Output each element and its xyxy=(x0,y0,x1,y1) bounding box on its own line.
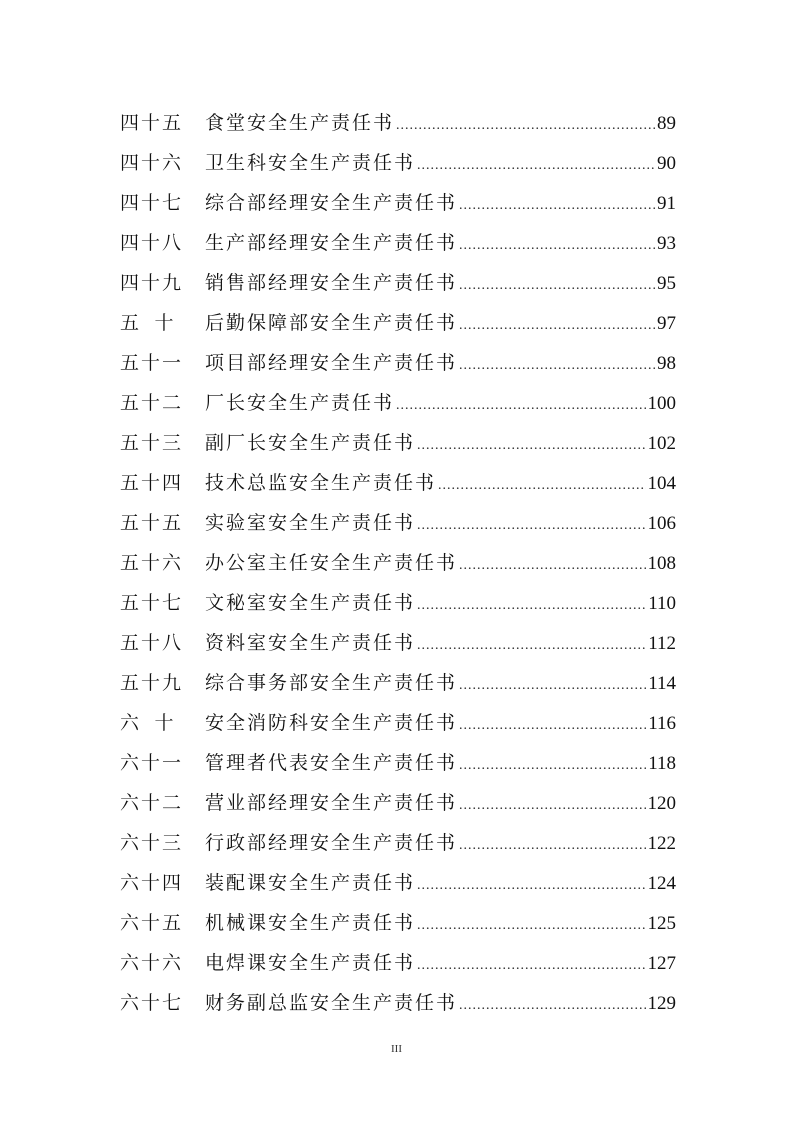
toc-entry[interactable] xyxy=(120,504,676,544)
toc-entry[interactable] xyxy=(120,224,676,264)
table-of-contents xyxy=(120,104,676,1024)
dot-leader xyxy=(417,866,645,906)
toc-entry[interactable] xyxy=(120,104,676,144)
entry-number: 六十六 xyxy=(120,953,184,974)
entry-number: 六十七 xyxy=(120,993,184,1014)
entry-number: 五十六 xyxy=(120,553,184,574)
entry-page: 122 xyxy=(647,833,676,854)
entry-number: 五十三 xyxy=(120,433,184,454)
entry-page: 129 xyxy=(647,993,676,1014)
dot-leader xyxy=(459,706,646,746)
entry-title: 生产部经理安全生产责任书 xyxy=(205,233,458,254)
entry-title: 行政部经理安全生产责任书 xyxy=(205,833,458,854)
toc-entry[interactable] xyxy=(120,984,676,1024)
dot-leader xyxy=(396,386,645,426)
dot-leader xyxy=(459,186,655,226)
entry-title: 项目部经理安全生产责任书 xyxy=(205,353,458,374)
dot-leader xyxy=(459,746,646,786)
dot-leader xyxy=(417,906,645,946)
entry-number: 六十一 xyxy=(120,753,184,774)
toc-entry[interactable] xyxy=(120,184,676,224)
entry-number: 四十七 xyxy=(120,193,184,214)
entry-page: 102 xyxy=(647,433,676,454)
entry-title: 厂长安全生产责任书 xyxy=(205,393,395,414)
toc-entry[interactable] xyxy=(120,424,676,464)
entry-number: 五十四 xyxy=(120,473,184,494)
entry-page: 116 xyxy=(648,713,676,734)
toc-entry[interactable] xyxy=(120,704,676,744)
entry-title: 安全消防科安全生产责任书 xyxy=(205,713,458,734)
dot-leader xyxy=(459,986,645,1026)
entry-page: 125 xyxy=(647,913,676,934)
entry-page: 104 xyxy=(647,473,676,494)
dot-leader xyxy=(459,306,655,346)
entry-page: 89 xyxy=(657,113,676,134)
entry-page: 106 xyxy=(647,513,676,534)
toc-entry[interactable] xyxy=(120,144,676,184)
entry-title: 综合事务部安全生产责任书 xyxy=(205,673,458,694)
dot-leader xyxy=(417,946,645,986)
entry-title: 综合部经理安全生产责任书 xyxy=(205,193,458,214)
entry-page: 108 xyxy=(647,553,676,574)
dot-leader xyxy=(417,146,655,186)
entry-title: 电焊课安全生产责任书 xyxy=(205,953,416,974)
dot-leader xyxy=(417,426,645,466)
entry-title: 文秘室安全生产责任书 xyxy=(205,593,416,614)
entry-number: 五十七 xyxy=(120,593,184,614)
entry-title: 实验室安全生产责任书 xyxy=(205,513,416,534)
entry-title: 财务副总监安全生产责任书 xyxy=(205,993,458,1014)
toc-entry[interactable] xyxy=(120,864,676,904)
entry-title: 副厂长安全生产责任书 xyxy=(205,433,416,454)
entry-title: 装配课安全生产责任书 xyxy=(205,873,416,894)
entry-title: 食堂安全生产责任书 xyxy=(205,113,395,134)
entry-title: 卫生科安全生产责任书 xyxy=(205,153,416,174)
entry-title: 资料室安全生产责任书 xyxy=(205,633,416,654)
page-footer-number: III xyxy=(391,1043,402,1055)
dot-leader xyxy=(417,586,646,626)
toc-entry[interactable] xyxy=(120,344,676,384)
entry-number: 五 十 xyxy=(120,313,176,334)
dot-leader xyxy=(438,466,645,506)
entry-title: 机械课安全生产责任书 xyxy=(205,913,416,934)
entry-page: 110 xyxy=(648,593,676,614)
entry-title: 办公室主任安全生产责任书 xyxy=(205,553,458,574)
entry-page: 114 xyxy=(648,673,676,694)
entry-page: 97 xyxy=(657,313,676,334)
entry-page: 124 xyxy=(647,873,676,894)
toc-entry[interactable] xyxy=(120,624,676,664)
entry-page: 91 xyxy=(657,193,676,214)
dot-leader xyxy=(459,226,655,266)
dot-leader xyxy=(417,626,646,666)
toc-entry[interactable] xyxy=(120,784,676,824)
entry-number: 四十九 xyxy=(120,273,184,294)
toc-entry[interactable] xyxy=(120,664,676,704)
entry-title: 后勤保障部安全生产责任书 xyxy=(205,313,458,334)
entry-number: 五十一 xyxy=(120,353,184,374)
entry-page: 95 xyxy=(657,273,676,294)
dot-leader xyxy=(459,786,645,826)
entry-number: 六 十 xyxy=(120,713,176,734)
toc-entry[interactable] xyxy=(120,304,676,344)
toc-entry[interactable] xyxy=(120,464,676,504)
entry-page: 93 xyxy=(657,233,676,254)
dot-leader xyxy=(417,506,645,546)
entry-number: 五十八 xyxy=(120,633,184,654)
entry-number: 六十四 xyxy=(120,873,184,894)
toc-entry[interactable] xyxy=(120,544,676,584)
dot-leader xyxy=(459,666,646,706)
toc-entry[interactable] xyxy=(120,944,676,984)
dot-leader xyxy=(459,826,645,866)
entry-page: 120 xyxy=(647,793,676,814)
dot-leader xyxy=(459,546,645,586)
entry-number: 四十八 xyxy=(120,233,184,254)
entry-title: 技术总监安全生产责任书 xyxy=(205,473,437,494)
entry-page: 90 xyxy=(657,153,676,174)
entry-title: 营业部经理安全生产责任书 xyxy=(205,793,458,814)
toc-entry[interactable] xyxy=(120,824,676,864)
toc-entry[interactable] xyxy=(120,744,676,784)
dot-leader xyxy=(396,106,655,146)
dot-leader xyxy=(459,346,655,386)
entry-number: 五十二 xyxy=(120,393,184,414)
entry-number: 六十二 xyxy=(120,793,184,814)
entry-number: 五十五 xyxy=(120,513,184,534)
entry-title: 管理者代表安全生产责任书 xyxy=(205,753,458,774)
entry-page: 98 xyxy=(657,353,676,374)
dot-leader xyxy=(459,266,655,306)
toc-entry[interactable] xyxy=(120,904,676,944)
entry-page: 118 xyxy=(648,753,676,774)
entry-number: 六十三 xyxy=(120,833,184,854)
toc-entry[interactable] xyxy=(120,384,676,424)
entry-page: 127 xyxy=(647,953,676,974)
entry-page: 100 xyxy=(647,393,676,414)
entry-page: 112 xyxy=(648,633,676,654)
entry-number: 六十五 xyxy=(120,913,184,934)
entry-number: 四十五 xyxy=(120,113,184,134)
entry-number: 四十六 xyxy=(120,153,184,174)
toc-entry[interactable] xyxy=(120,584,676,624)
toc-entry[interactable] xyxy=(120,264,676,304)
entry-number: 五十九 xyxy=(120,673,184,694)
entry-title: 销售部经理安全生产责任书 xyxy=(205,273,458,294)
